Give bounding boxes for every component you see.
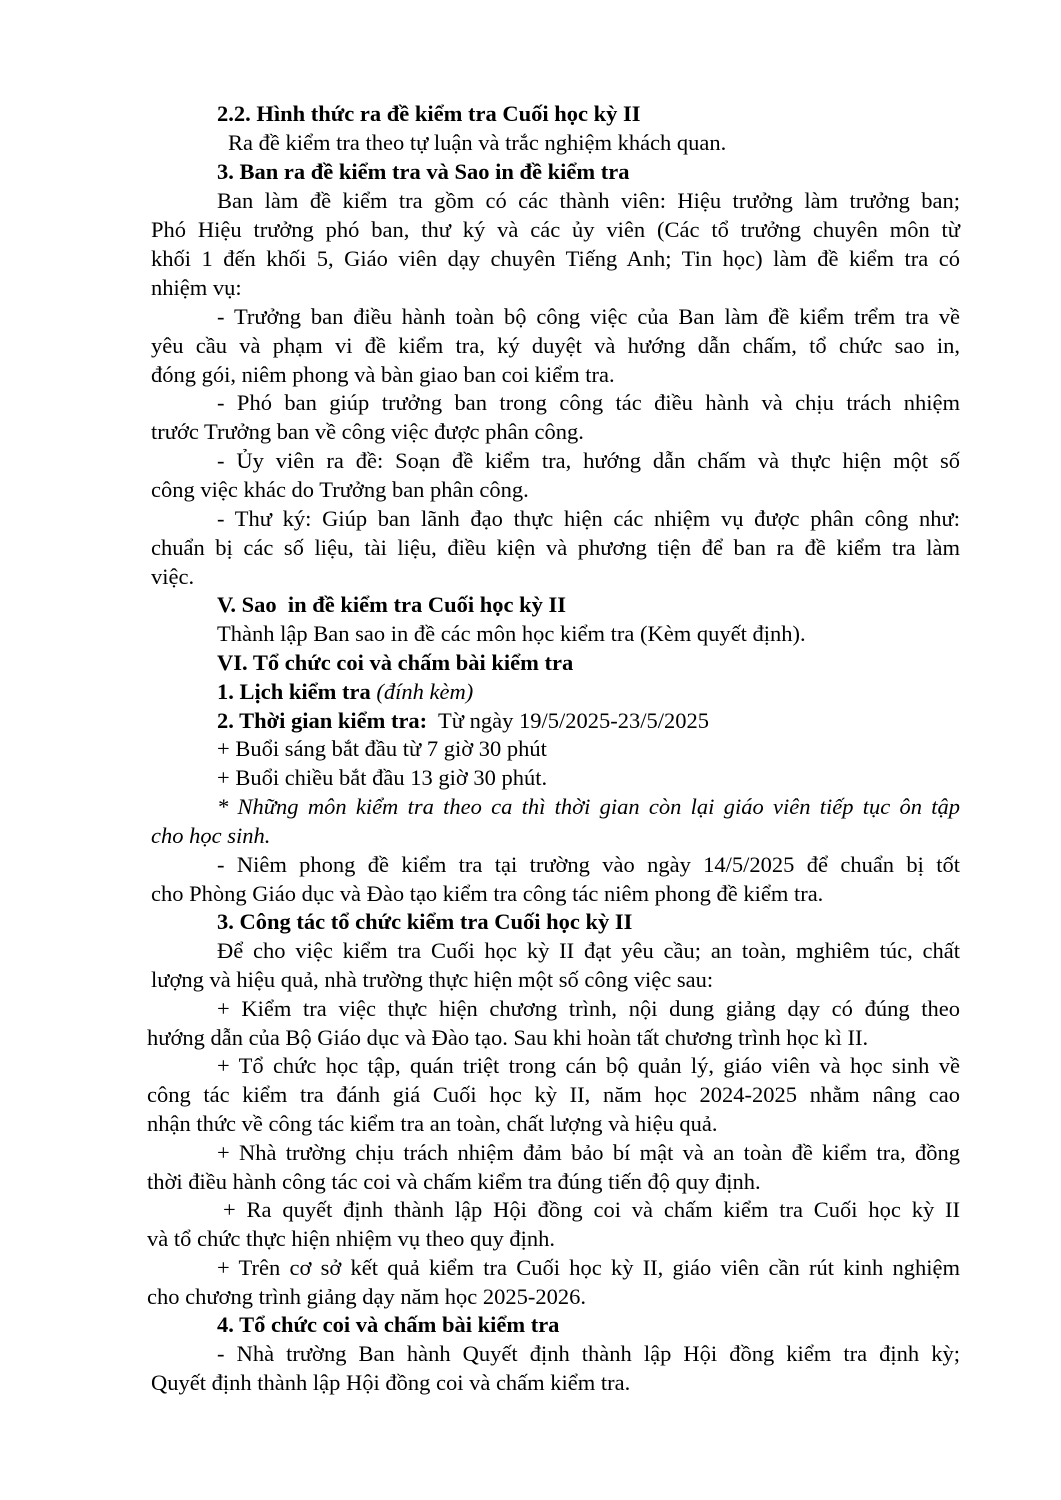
duty-head-line: đóng gói, niêm phong và bàn giao ban coi kiểm tra. <box>151 362 615 387</box>
section-4-line: - Nhà trường Ban hành Quyết định thành lập Hội đồng kiểm tra định kỳ; <box>217 1341 960 1366</box>
schedule-note: (đính kèm) <box>376 679 474 704</box>
org-item-line: nhận thức về công tác kiểm tra an toàn, chất lượng và hiệu quả. <box>147 1111 718 1136</box>
org-item-line: cho chương trình giảng dạy năm học 2025-2026. <box>147 1284 587 1309</box>
duty-deputy-line: - Phó ban giúp trưởng ban trong công tác điều hành và chịu trách nhiệm <box>217 390 960 415</box>
org-item-line: + Nhà trường chịu trách nhiệm đảm bảo bí mật và an toàn đề kiểm tra, đồng <box>217 1140 960 1165</box>
section-VI-heading: VI. Tổ chức coi và chấm bài kiểm tra <box>217 650 574 675</box>
org-item-line: + Kiểm tra việc thực hiện chương trình, nội dung giảng dạy có đúng theo <box>217 996 960 1021</box>
afternoon-session: + Buổi chiều bắt đầu 13 giờ 30 phút. <box>217 765 548 790</box>
org-item-line: + Tổ chức học tập, quán triệt trong cán bộ quản lý, giáo viên và học sinh về <box>217 1053 960 1078</box>
shift-note-line: cho học sinh. <box>151 823 271 848</box>
duty-deputy-line: trước Trưởng ban về công việc được phân công. <box>151 419 584 444</box>
org-item-line: và tổ chức thực hiện nhiệm vụ theo quy định. <box>147 1226 556 1251</box>
section-4-line: Quyết định thành lập Hội đồng coi và chấm kiểm tra. <box>151 1370 631 1395</box>
duty-secretary-line: - Thư ký: Giúp ban lãnh đạo thực hiện các nhiệm vụ được phân công như: <box>217 506 960 531</box>
section-V-heading: V. Sao in đề kiểm tra Cuối học kỳ II <box>217 592 567 617</box>
duty-member-line: công việc khác do Trưởng ban phân công. <box>151 477 529 502</box>
schedule-label: 1. Lịch kiểm tra <box>217 679 371 704</box>
section-2-2-heading: 2.2. Hình thức ra đề kiểm tra Cuối học kỳ II <box>217 101 641 126</box>
duty-head-line: yêu cầu và phạm vi đề kiểm tra, ký duyệt và hướng dẫn chấm, tổ chức sao in, <box>151 333 960 358</box>
committee-intro-line: nhiệm vụ: <box>151 275 242 300</box>
committee-intro-line: Ban làm đề kiểm tra gồm có các thành viên: Hiệu trưởng làm trưởng ban; <box>217 188 960 213</box>
morning-session: + Buổi sáng bắt đầu từ 7 giờ 30 phút <box>217 736 547 761</box>
seal-line: cho Phòng Giáo dục và Đào tạo kiểm tra công tác niêm phong đề kiểm tra. <box>151 881 824 906</box>
time-line <box>0 707 1061 735</box>
time-label: 2. Thời gian kiểm tra: <box>217 708 428 733</box>
section-4-heading: 4. Tổ chức coi và chấm bài kiểm tra <box>217 1312 560 1337</box>
org-item-line: công tác kiểm tra đánh giá Cuối học kỳ II, năm học 2024-2025 nhằm nâng cao <box>147 1082 960 1107</box>
section-3-committee-heading: 3. Ban ra đề kiểm tra và Sao in đề kiểm tra <box>217 159 630 184</box>
duty-secretary-line: chuẩn bị các số liệu, tài liệu, điều kiện và phương tiện để ban ra đề kiểm tra làm <box>151 535 960 560</box>
org-item-line: + Trên cơ sở kết quả kiểm tra Cuối học kỳ II, giáo viên cần rút kinh nghiệm <box>217 1255 960 1280</box>
org-intro-line: Để cho việc kiểm tra Cuối học kỳ II đạt yêu cầu; an toàn, mghiêm túc, chất <box>217 938 960 963</box>
section-3-org-heading: 3. Công tác tổ chức kiểm tra Cuối học kỳ II <box>217 909 633 934</box>
org-item-line: + Ra quyết định thành lập Hội đồng coi và chấm kiểm tra Cuối học kỳ II <box>223 1197 960 1222</box>
seal-line: - Niêm phong đề kiểm tra tại trường vào ngày 14/5/2025 để chuẩn bị tốt <box>217 852 960 877</box>
org-item-line: hướng dẫn của Bộ Giáo dục và Đào tạo. Sau khi hoàn tất chương trình học kì II. <box>147 1025 869 1050</box>
duty-head-line: - Trưởng ban điều hành toàn bộ công việc của Ban làm đề kiểm trểm tra về <box>217 304 960 329</box>
section-V-body: Thành lập Ban sao in đề các môn học kiểm tra (Kèm quyết định). <box>217 621 806 646</box>
committee-intro-line: khối 1 đến khối 5, Giáo viên dạy chuyên Tiếng Anh; Tin học) làm đề kiểm tra có <box>151 246 960 271</box>
org-item-line: thời điều hành công tác coi và chấm kiểm tra đúng tiến độ quy định. <box>147 1169 761 1194</box>
schedule-line <box>0 678 1061 706</box>
shift-note-line: * Những môn kiểm tra theo ca thì thời gian còn lại giáo viên tiếp tục ôn tập <box>217 794 960 819</box>
duty-member-line: - Ủy viên ra đề: Soạn đề kiểm tra, hướng dẫn chấm và thực hiện một số <box>217 448 960 473</box>
duty-secretary-line: việc. <box>151 564 195 589</box>
time-value: Từ ngày 19/5/2025-23/5/2025 <box>438 708 709 733</box>
section-2-2-body: Ra đề kiểm tra theo tự luận và trắc nghiệm khách quan. <box>228 130 727 155</box>
committee-intro-line: Phó Hiệu trưởng phó ban, thư ký và các ủy viên (Các tổ trưởng chuyên môn từ <box>151 217 960 242</box>
org-intro-line: lượng và hiệu quả, nhà trường thực hiện một số công việc sau: <box>151 967 714 992</box>
